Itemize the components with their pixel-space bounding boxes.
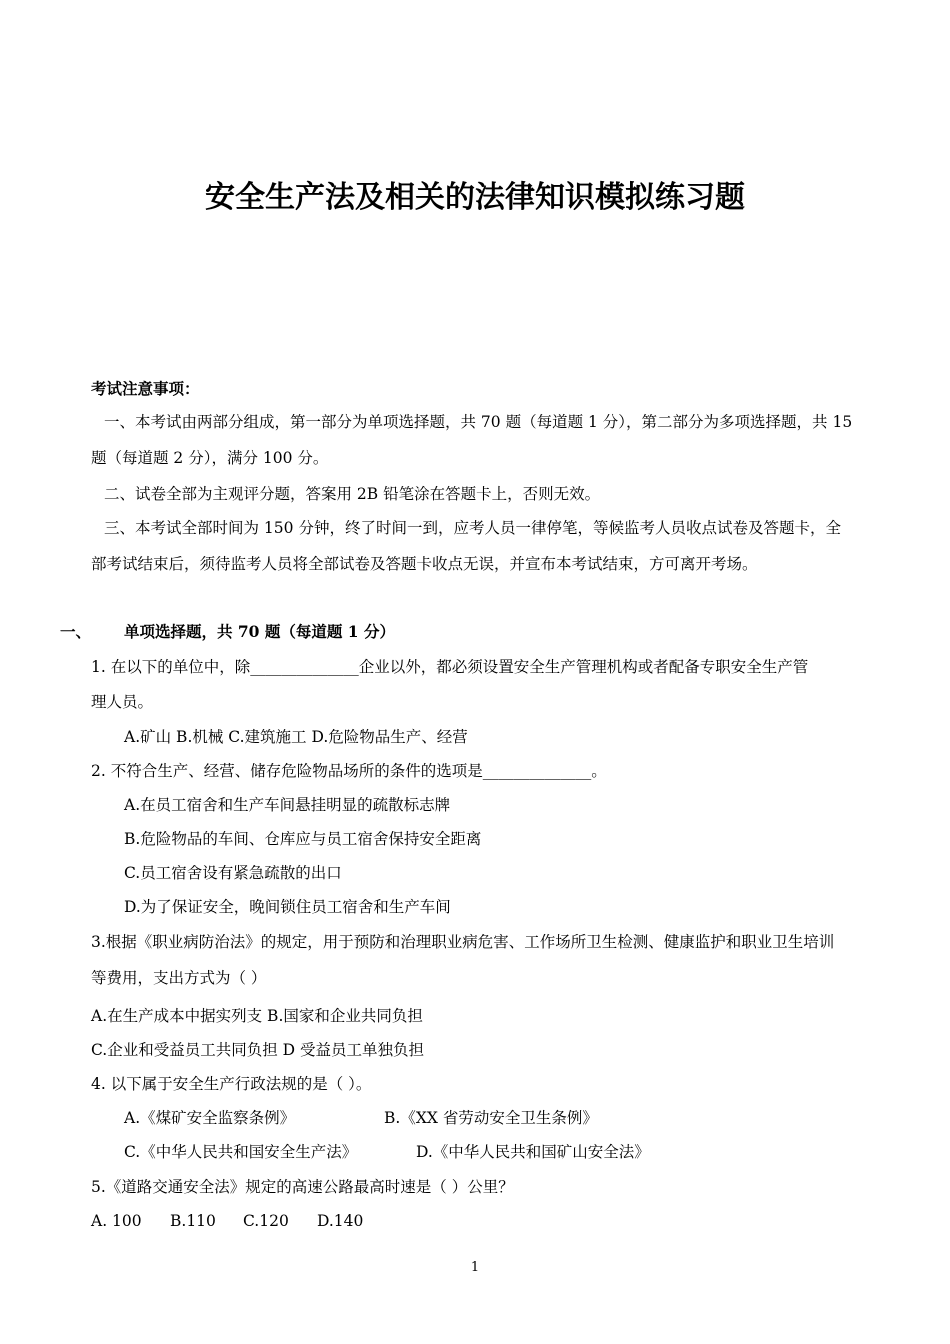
question-5-option-b: B.110 [170, 1212, 216, 1230]
notice-paragraph-1-line-1: 一、本考试由两部分组成，第一部分为单项选择题，共 70 题（每道题 1 分），第二部分为多项选择题，共 15 [104, 413, 853, 431]
question-4-option-d: D.《中华人民共和国矿山安全法》 [416, 1143, 650, 1161]
question-1-options: A.矿山 B.机械 C.建筑施工 D.危险物品生产、经营 [124, 728, 468, 746]
question-5-option-d: D.140 [317, 1212, 364, 1230]
notice-paragraph-3-line-1: 三、本考试全部时间为 150 分钟，终了时间一到，应考人员一律停笔，等候监考人员收点试卷及答题卡，全 [104, 519, 841, 537]
page-number: 1 [470, 1260, 480, 1275]
question-2-option-d: D.为了保证安全，晚间锁住员工宿舍和生产车间 [124, 898, 451, 916]
question-3-options-ab: A.在生产成本中据实列支 B.国家和企业共同负担 [91, 1007, 423, 1025]
question-4-text: 4. 以下属于安全生产行政法规的是（ ）。 [91, 1075, 372, 1093]
question-2-option-a: A.在员工宿舍和生产车间悬挂明显的疏散标志牌 [124, 796, 451, 814]
question-3-options-cd: C.企业和受益员工共同负担 D 受益员工单独负担 [91, 1041, 425, 1059]
question-4-option-a: A.《煤矿安全监察条例》 [124, 1109, 296, 1127]
question-2-text: 2. 不符合生产、经营、储存危险物品场所的条件的选项是______________。 [91, 762, 607, 780]
question-3-text-line-1: 3.根据《职业病防治法》的规定，用于预防和治理职业病危害、工作场所卫生检测、健康监护和职业卫生培训 [91, 933, 835, 951]
notice-paragraph-3-line-2: 部考试结束后，须待监考人员将全部试卷及答题卡收点无误，并宣布本考试结束，方可离开考场。 [91, 555, 758, 573]
question-2-option-c: C.员工宿舍设有紧急疏散的出口 [124, 864, 342, 882]
document-title: 安全生产法及相关的法律知识模拟练习题 [205, 180, 745, 215]
question-5-text: 5.《道路交通安全法》规定的高速公路最高时速是（ ）公里？ [91, 1178, 514, 1196]
notice-paragraph-1-line-2: 题（每道题 2 分），满分 100 分。 [91, 449, 329, 467]
question-5-option-a: A. 100 [91, 1212, 142, 1230]
question-2-option-b: B.危险物品的车间、仓库应与员工宿舍保持安全距离 [124, 830, 482, 848]
notice-paragraph-2: 二、试卷全部为主观评分题，答案用 2B 铅笔涂在答题卡上，否则无效。 [104, 485, 601, 503]
notice-heading: 考试注意事项： [91, 379, 200, 398]
question-4-option-c: C.《中华人民共和国安全生产法》 [124, 1143, 358, 1161]
question-4-option-b: B.《XX 省劳动安全卫生条例》 [384, 1109, 598, 1127]
question-5-option-c: C.120 [243, 1212, 289, 1230]
question-1-text-line-2: 理人员。 [91, 693, 154, 711]
section-heading: 单项选择题，共 70 题（每道题 1 分） [124, 622, 395, 641]
question-3-text-line-2: 等费用，支出方式为（ ） [91, 969, 267, 987]
question-1-text-line-1: 1. 在以下的单位中，除______________企业以外，都必须设置安全生产管理机构或者配备专职安全生产管 [91, 658, 809, 676]
section-number: 一、 [60, 622, 92, 641]
